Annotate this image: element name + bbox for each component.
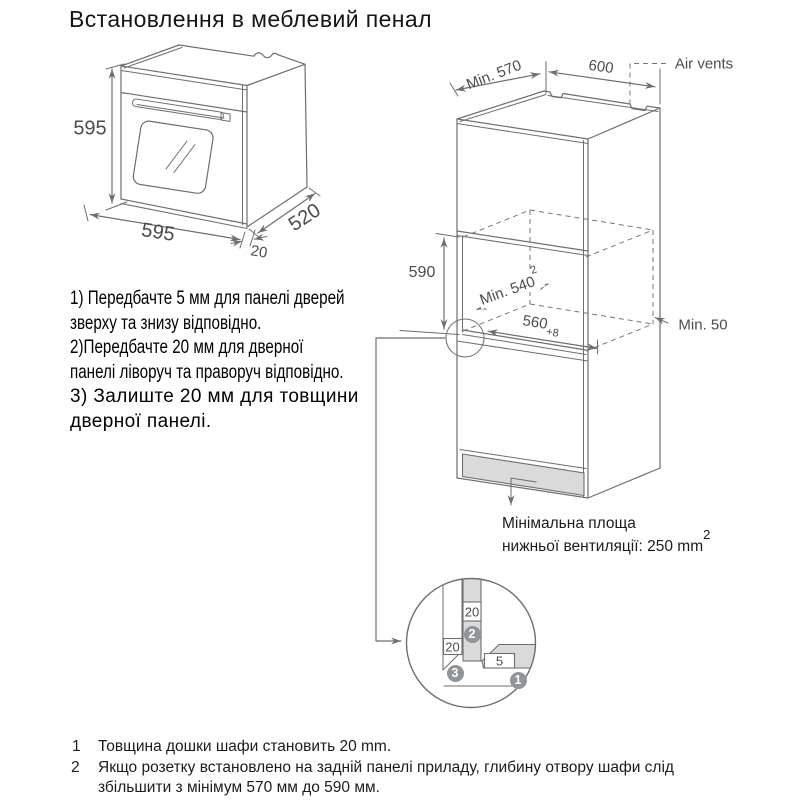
niche-width-tolerance: +8 (545, 325, 560, 340)
detail-gap-label: 5 (495, 653, 504, 668)
footnote1-marker: 1 (72, 738, 81, 755)
niche-depth-value: Min. 540 (477, 273, 538, 309)
footnote1-text: Товщина дошки шафи становить 20 mm. (98, 738, 392, 755)
vent-note-superscript: 2 (703, 527, 711, 542)
detail-badge-3: 3 (447, 665, 464, 682)
instruction-line: 2)Передбачте 20 мм для дверної (70, 337, 304, 358)
vent-note-line2: нижньої вентиляції: 250 $mm^2$ (502, 527, 711, 556)
oven-depth-label: 520 (284, 199, 325, 236)
niche-depth-footnote-marker: 2 (528, 263, 539, 277)
vent-note-line1: Мінімальна площа (502, 515, 636, 532)
detail-badge-1: 1 (510, 672, 527, 689)
vent-note (502, 515, 710, 556)
oven-height-label: 595 (73, 117, 107, 140)
air-vents-label: Air vents (674, 55, 734, 73)
instruction-line: панелі ліворуч та праворуч відповідно. (70, 361, 344, 383)
rear-clearance-label: Min. 50 (678, 316, 728, 334)
detail-top-clearance-label: 20 (464, 604, 480, 619)
instruction-line: 1) Передбачте 5 мм для панелі дверей (70, 288, 345, 309)
page-title: Встановлення в меблевий пенал (69, 6, 432, 32)
cabinet-min-depth-label: Min. 570 (464, 56, 524, 94)
footnote2-line2: збільшити з мінімум 570 мм до 590 мм. (98, 779, 380, 796)
oven-width-label: 595 (139, 219, 177, 246)
instruction-line: дверної панелі. (70, 410, 212, 432)
detail-side-thickness-label: 20 (445, 639, 460, 654)
niche-width-value: 560 (521, 312, 549, 333)
detail-badge-2: 2 (464, 626, 481, 643)
instruction-line: 3) Залиште 20 мм для товщини (70, 386, 359, 407)
bottom-vent-strip (463, 454, 585, 496)
instruction-line: зверху та знизу відповідно. (70, 312, 262, 334)
oven-front-trim-label: 20 (249, 242, 269, 262)
footnote2-marker: 2 (71, 759, 80, 776)
instructions-block (70, 287, 413, 434)
oven-window-icon (132, 120, 214, 194)
cabinet-width-label: 600 (587, 56, 615, 78)
niche-height-label: 590 (408, 264, 436, 281)
footnote2-line1: Якщо розетку встановлено на задній панелі приладу, глибину отвору шафи слід (98, 759, 674, 776)
detail-reference-circle (446, 319, 484, 357)
